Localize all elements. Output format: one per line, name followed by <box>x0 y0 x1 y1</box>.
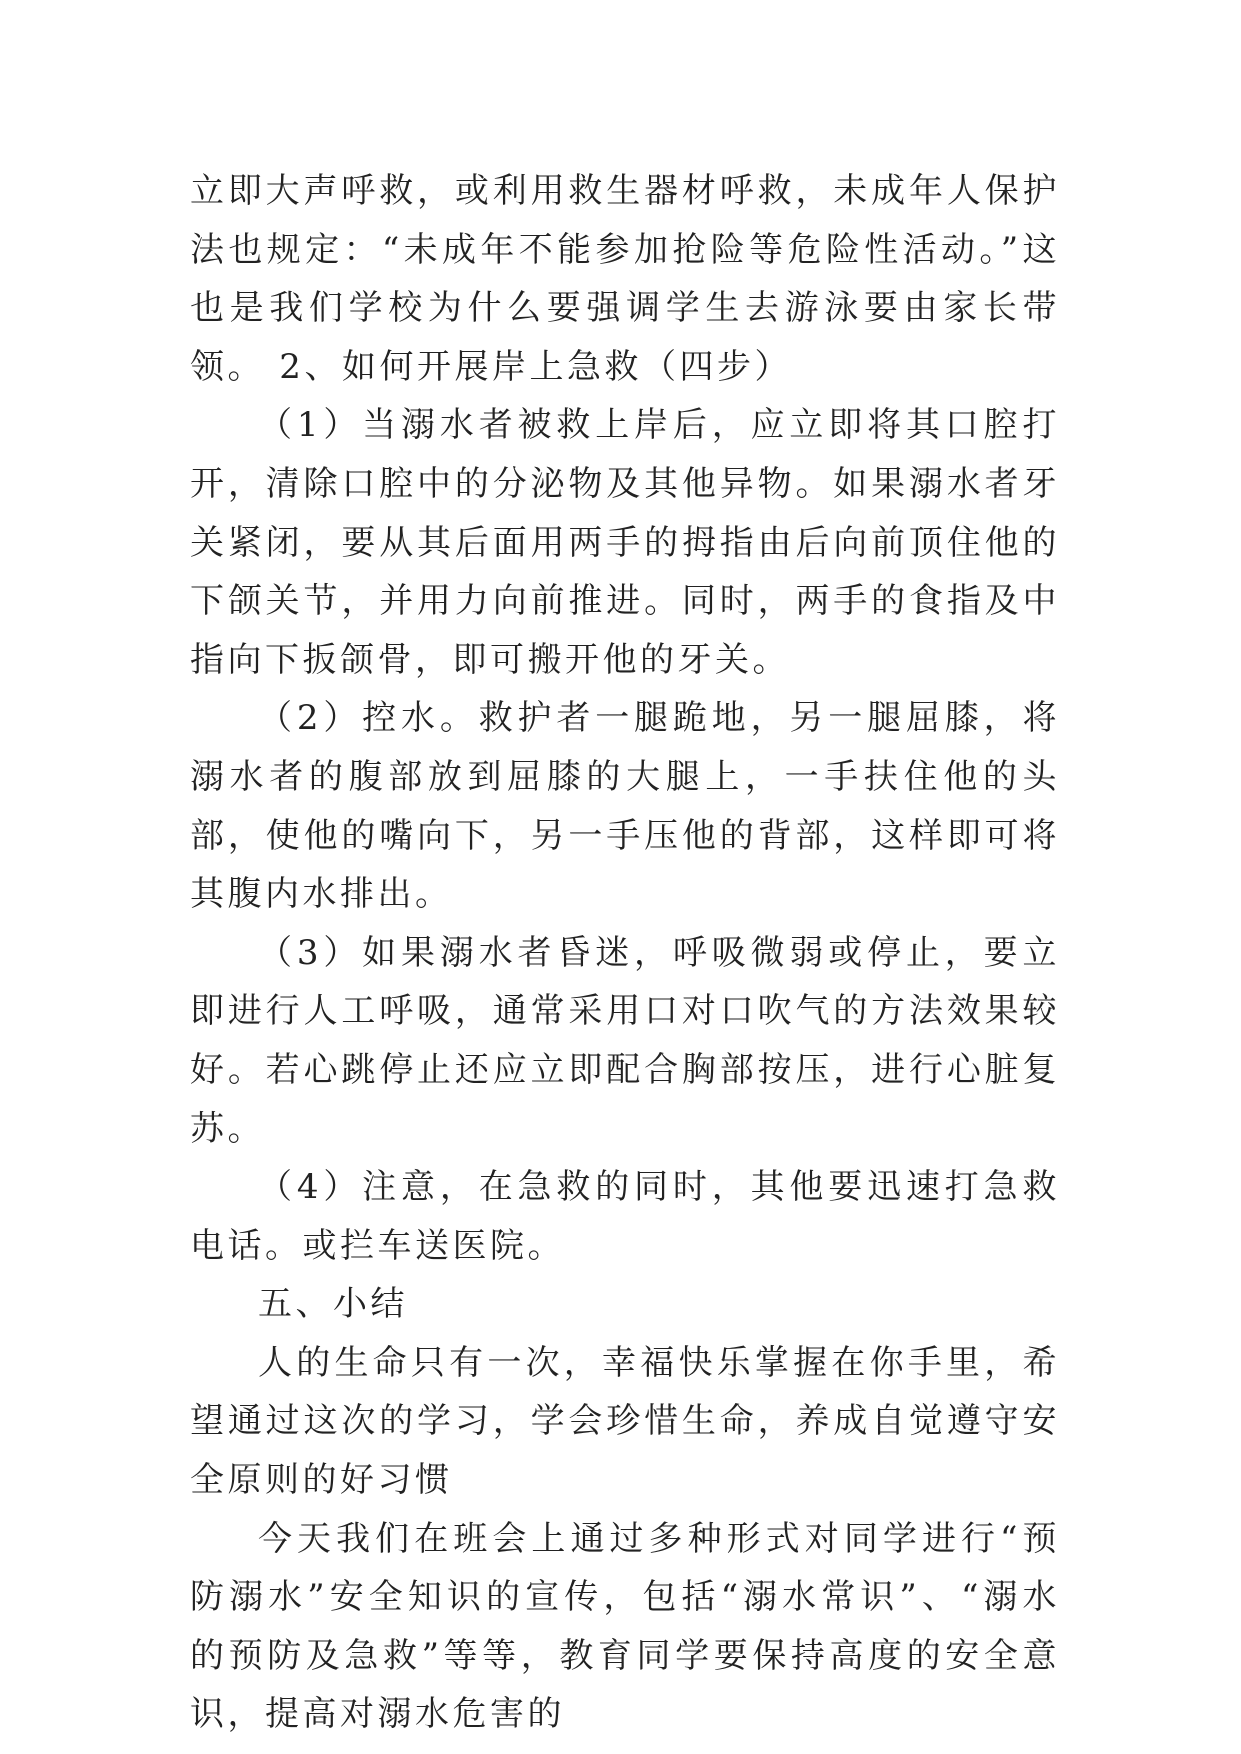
document-body <box>190 162 1060 1744</box>
paragraph-rescue-call: 立即大声呼救，或利用救生器材呼救，未成年人保护法也规定：“未成年不能参加抢险等危险性活动。”这也是我们学校为什么要强调学生去游泳要由家长带领。 2、如何开展岸上急救（四步） <box>190 171 1060 387</box>
paragraph-class-meeting: 今天我们在班会上通过多种形式对同学进行“预防溺水”安全知识的宣传，包括“溺水常识”、“溺水的预防及急救”等等，教育同学要保持高度的安全意识，提高对溺水危害的 <box>190 1518 1060 1735</box>
paragraph-step-1: （1）当溺水者被救上岸后，应立即将其口腔打开，清除口腔中的分泌物及其他异物。如果溺水者牙关紧闭，要从其后面用两手的拇指由后向前顶住他的下颌关节，并用力向前推进。同时，两手的食指及中指向下扳颌骨，即可搬开他的牙关。 <box>190 405 1060 680</box>
paragraph-step-3: （3）如果溺水者昏迷，呼吸微弱或停止，要立即进行人工呼吸，通常采用口对口吹气的方法效果较好。若心跳停止还应立即配合胸部按压，进行心脏复苏。 <box>190 932 1060 1149</box>
paragraph-step-4: （4）注意，在急救的同时，其他要迅速打急救电话。或拦车送医院。 <box>190 1167 1060 1266</box>
paragraph-summary: 人的生命只有一次，幸福快乐掌握在你手里，希望通过这次的学习，学会珍惜生命，养成自觉遵守安全原则的好习惯 <box>190 1342 1060 1501</box>
paragraph-step-2: （2）控水。救护者一腿跪地，另一腿屈膝，将溺水者的腹部放到屈膝的大腿上，一手扶住他的头部，使他的嘴向下，另一手压他的背部，这样即可将其腹内水排出。 <box>190 698 1060 915</box>
section-heading-summary: 五、小结 <box>258 1284 408 1325</box>
